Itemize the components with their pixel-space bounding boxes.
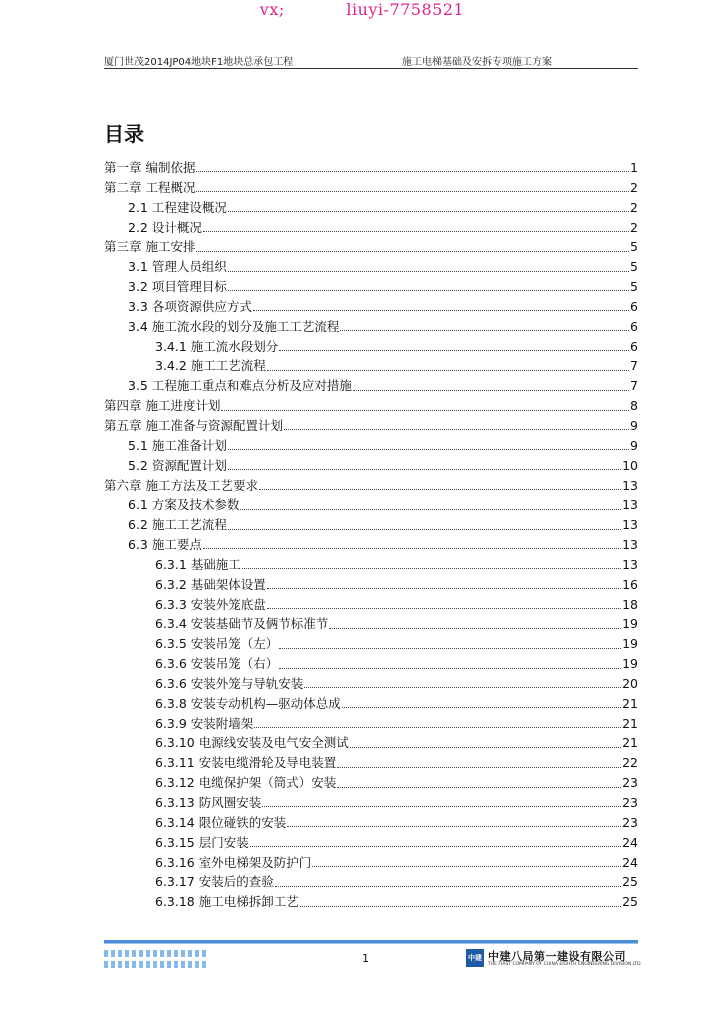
toc-entry-page: 22 <box>622 755 638 771</box>
toc-entry[interactable] <box>104 674 638 694</box>
toc-entry-label: 6.3.2 基础架体设置 <box>155 576 266 592</box>
company-name: 中建八局第一建设有限公司 <box>488 950 626 963</box>
toc-entry-page: 13 <box>622 556 638 572</box>
toc-entry-label: 6.3.3 安装外笼底盘 <box>155 596 266 612</box>
header-divider <box>104 68 638 69</box>
toc-leader-dots <box>337 787 621 788</box>
toc-entry-label: 6.2 施工工艺流程 <box>128 517 227 533</box>
toc-entry[interactable] <box>104 753 638 773</box>
toc-entry[interactable] <box>104 555 638 575</box>
toc-leader-dots <box>196 191 629 192</box>
toc-entry-page: 5 <box>630 259 638 275</box>
toc-entry-page: 5 <box>630 279 638 295</box>
toc-entry[interactable] <box>104 733 638 753</box>
toc-entry-page: 7 <box>630 358 638 374</box>
toc-leader-dots <box>240 509 621 510</box>
toc-entry-page: 25 <box>622 874 638 890</box>
toc-leader-dots <box>228 529 621 530</box>
toc-entry-page: 8 <box>630 398 638 414</box>
toc-entry-label: 3.1 管理人员组织 <box>128 259 227 275</box>
toc-entry[interactable] <box>104 535 638 555</box>
toc-leader-dots <box>300 906 621 907</box>
toc-entry-page: 23 <box>622 775 638 791</box>
toc-leader-dots <box>203 548 621 549</box>
toc-entry-label: 6.3.6 安装吊笼（右） <box>155 656 279 672</box>
watermark-right: liuyi-7758521 <box>346 0 465 19</box>
company-brand <box>466 948 643 972</box>
toc-entry-label: 第六章 施工方法及工艺要求 <box>104 477 258 493</box>
toc-leader-dots <box>221 410 629 411</box>
toc-entry-label: 3.4.2 施工工艺流程 <box>155 358 266 374</box>
toc-entry-label: 第二章 工程概况 <box>104 179 196 195</box>
toc-entry-page: 25 <box>622 894 638 910</box>
toc-entry-label: 6.3.9 安装附墙架 <box>155 715 254 731</box>
toc-entry[interactable] <box>104 257 638 277</box>
toc-leader-dots <box>279 648 621 649</box>
toc-entry-label: 第三章 施工安排 <box>104 239 196 255</box>
toc-leader-dots <box>267 608 621 609</box>
toc-entry[interactable] <box>104 317 638 337</box>
toc-entry-page: 21 <box>622 735 638 751</box>
toc-entry-label: 6.3.15 层门安装 <box>155 834 249 850</box>
toc-entry[interactable] <box>104 892 638 912</box>
toc-entry-label: 6.3.13 防风圈安装 <box>155 795 262 810</box>
toc-entry-label: 6.3.1 基础施工 <box>155 556 241 572</box>
toc-leader-dots <box>250 846 621 847</box>
toc-leader-dots <box>342 707 621 708</box>
toc-entry-label: 6.3.11 安装电缆滑轮及导电装置 <box>155 755 337 771</box>
toc-entry-page: 21 <box>622 695 638 711</box>
toc-leader-dots <box>262 806 621 807</box>
toc-leader-dots <box>242 568 621 569</box>
toc-entry-page: 7 <box>630 378 638 394</box>
toc-entry-label: 6.3.14 限位碰铁的安装 <box>155 814 287 830</box>
toc-entry-label: 2.1 工程建设概况 <box>128 199 227 215</box>
toc-leader-dots <box>340 330 629 331</box>
toc-entry-label: 6.3.16 室外电梯架及防护门 <box>155 854 312 870</box>
toc-leader-dots <box>196 171 629 172</box>
watermark <box>0 0 724 19</box>
toc-title: 目录 <box>104 122 144 146</box>
toc-entry[interactable] <box>104 198 638 218</box>
toc-entry[interactable] <box>104 237 638 257</box>
toc-entry[interactable] <box>104 694 638 714</box>
toc-entry[interactable] <box>104 853 638 873</box>
toc-entry-page: 6 <box>630 318 638 334</box>
toc-entry[interactable] <box>104 833 638 853</box>
toc-entry-page: 23 <box>622 814 638 830</box>
toc-entry-label: 6.1 方案及技术参数 <box>128 497 240 513</box>
toc-entry[interactable] <box>104 773 638 793</box>
toc-entry-label: 3.4.1 施工流水段划分 <box>155 338 279 354</box>
toc-leader-dots <box>203 231 629 232</box>
toc-entry-page: 20 <box>622 675 638 691</box>
toc-leader-dots <box>304 687 621 688</box>
toc-entry[interactable] <box>104 277 638 297</box>
toc-entry[interactable] <box>104 614 638 634</box>
toc-leader-dots <box>279 350 629 351</box>
toc-leader-dots <box>253 310 629 311</box>
toc-entry-page: 2 <box>630 179 638 195</box>
toc-entry-page: 13 <box>622 537 638 553</box>
toc-entry-label: 3.2 项目管理目标 <box>128 279 227 295</box>
toc-entry-page: 13 <box>622 477 638 493</box>
toc-leader-dots <box>284 429 629 430</box>
toc-entry[interactable] <box>104 436 638 456</box>
toc-entry-page: 2 <box>630 199 638 215</box>
toc-entry[interactable] <box>104 416 638 436</box>
toc-leader-dots <box>329 628 621 629</box>
toc-leader-dots <box>228 211 629 212</box>
toc-entry-page: 13 <box>622 497 638 513</box>
toc-entry-label: 2.2 设计概况 <box>128 219 202 235</box>
toc-entry-label: 6.3.4 安装基础节及俩节标准节 <box>155 616 329 632</box>
toc-entry-page: 19 <box>622 656 638 672</box>
toc-entry[interactable] <box>104 515 638 535</box>
toc-entry-page: 16 <box>622 576 638 592</box>
toc-entry-label: 第一章 编制依据 <box>104 160 196 175</box>
toc-entry-page: 23 <box>622 795 638 810</box>
toc-entry-label: 3.3 各项资源供应方式 <box>128 298 252 314</box>
toc-entry[interactable] <box>104 793 638 813</box>
toc-entry[interactable] <box>104 813 638 833</box>
toc-leader-dots <box>312 866 621 867</box>
toc-leader-dots <box>279 668 621 669</box>
toc-entry[interactable] <box>104 297 638 317</box>
toc-entry-label: 6.3.8 安装专动机构—驱动体总成 <box>155 695 341 711</box>
watermark-left: vx; <box>259 0 285 19</box>
toc-leader-dots <box>228 449 629 450</box>
toc-leader-dots <box>267 370 629 371</box>
toc-entry-label: 6.3.10 电源线安装及电气安全测试 <box>155 735 349 751</box>
toc-entry-page: 5 <box>630 239 638 255</box>
toc-entry[interactable] <box>104 714 638 734</box>
toc-entry-label: 6.3.6 安装外笼与导轨安装 <box>155 675 304 691</box>
toc-entry-page: 13 <box>622 517 638 533</box>
toc-entry-page: 1 <box>630 160 638 175</box>
header-document-title: 施工电梯基础及安拆专项施工方案 <box>402 57 552 68</box>
toc-entry-page: 19 <box>622 636 638 652</box>
toc-entry-label: 6.3.12 电缆保护架（筒式）安装 <box>155 775 337 791</box>
toc-entry[interactable] <box>104 178 638 198</box>
toc-entry[interactable] <box>104 396 638 416</box>
footer-divider <box>104 940 638 944</box>
page-number: 1 <box>362 952 369 965</box>
toc-entry-label: 6.3 施工要点 <box>128 537 202 553</box>
toc-entry-page: 9 <box>630 417 638 433</box>
toc-entry-label: 5.1 施工准备计划 <box>128 437 227 453</box>
toc-entry-page: 6 <box>630 298 638 314</box>
toc-entry[interactable] <box>104 376 638 396</box>
toc-entry[interactable] <box>104 495 638 515</box>
toc-entry-label: 第五章 施工准备与资源配置计划 <box>104 417 283 433</box>
company-english-name: THE FIRST COMPANY OF CHINA EIGHTH ENGINEERING DIVISION LTD. <box>488 962 643 967</box>
toc-entry-page: 2 <box>630 219 638 235</box>
toc-entry[interactable] <box>104 575 638 595</box>
page-header <box>104 50 638 68</box>
toc-leader-dots <box>196 251 629 252</box>
toc-entry[interactable] <box>104 872 638 892</box>
toc-entry[interactable] <box>104 476 638 496</box>
toc-entry-label: 第四章 施工进度计划 <box>104 398 221 414</box>
toc-entry-label: 6.3.5 安装吊笼（左） <box>155 636 279 652</box>
toc-entry-label: 5.2 资源配置计划 <box>128 457 227 473</box>
toc-entry-page: 24 <box>622 834 638 850</box>
toc-leader-dots <box>228 469 621 470</box>
toc-leader-dots <box>228 271 629 272</box>
toc-entry-page: 18 <box>622 596 638 612</box>
toc-entry-page: 24 <box>622 854 638 870</box>
toc-leader-dots <box>275 886 621 887</box>
company-logo-icon: 中建 <box>466 949 484 967</box>
footer-decorative-pattern <box>104 950 206 968</box>
toc-entry-page: 21 <box>622 715 638 731</box>
toc-leader-dots <box>350 747 621 748</box>
toc-entry-page: 19 <box>622 616 638 632</box>
toc-entry[interactable] <box>104 337 638 357</box>
toc-leader-dots <box>228 290 629 291</box>
toc-leader-dots <box>267 588 621 589</box>
toc-entry-label: 6.3.17 安装后的查验 <box>155 874 274 890</box>
toc-entry-page: 9 <box>630 437 638 453</box>
toc-entry-label: 3.4 施工流水段的划分及施工工艺流程 <box>128 318 340 334</box>
toc-leader-dots <box>259 489 621 490</box>
toc-entry-label: 6.3.18 施工电梯拆卸工艺 <box>155 894 299 910</box>
toc-leader-dots <box>353 390 629 391</box>
toc-entry[interactable] <box>104 218 638 238</box>
toc-entry[interactable] <box>104 158 638 178</box>
toc-leader-dots <box>287 826 621 827</box>
toc-entry-page: 10 <box>622 457 638 473</box>
toc-entry[interactable] <box>104 356 638 376</box>
toc-entry[interactable] <box>104 634 638 654</box>
toc-entry[interactable] <box>104 456 638 476</box>
toc-leader-dots <box>337 767 621 768</box>
toc-entry-page: 6 <box>630 338 638 354</box>
header-project-title: 厦门世茂2014JP04地块F1地块总承包工程 <box>104 57 294 68</box>
table-of-contents <box>104 158 638 912</box>
toc-entry[interactable] <box>104 654 638 674</box>
toc-entry-label: 3.5 工程施工重点和难点分析及应对措施 <box>128 378 352 394</box>
toc-leader-dots <box>254 727 621 728</box>
toc-entry[interactable] <box>104 595 638 615</box>
